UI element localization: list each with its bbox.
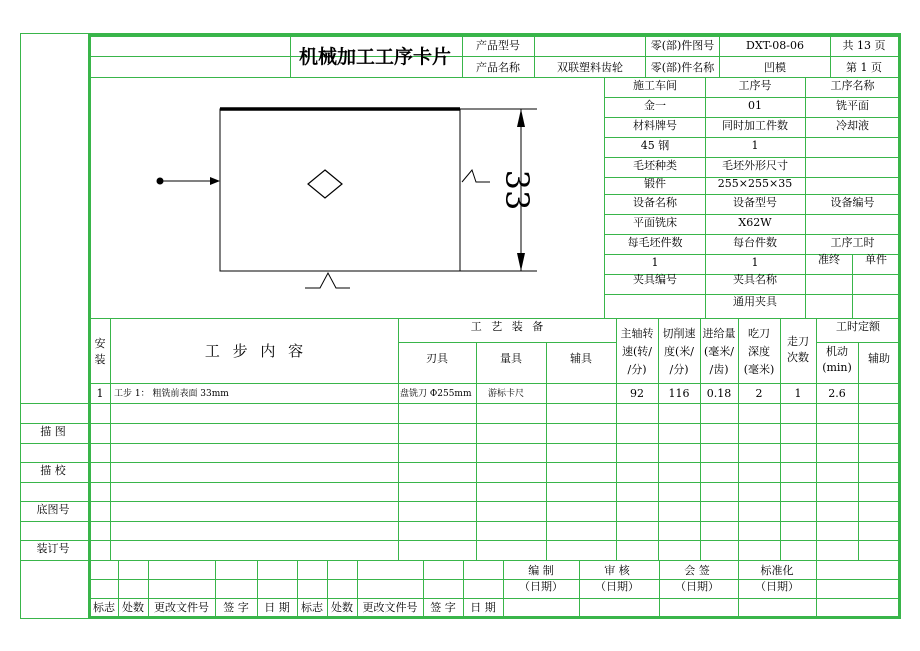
info-cell: 1: [651, 256, 659, 269]
info-cell: 1: [751, 139, 759, 152]
support-symbol: [305, 273, 350, 288]
footer-label: 日 期: [470, 601, 496, 614]
grid-line: [604, 157, 900, 158]
grid-line: [20, 33, 21, 618]
info-cell: 冷却液: [836, 119, 869, 132]
col-feed: 进给量 (毫米/ /齿): [702, 327, 736, 376]
info-cell: 锻件: [644, 177, 666, 190]
part-drawing-no-label: 零(部)件图号: [650, 39, 715, 52]
info-cell: 毛坯种类: [633, 159, 677, 172]
info-cell: 设备名称: [633, 196, 677, 209]
grid-line: [398, 342, 616, 343]
grid-line: [604, 117, 900, 118]
grid-line: [20, 560, 900, 561]
col-tool: 刃具: [426, 352, 448, 365]
grid-line: [20, 462, 900, 463]
info-cell: 毛坯外形尺寸: [722, 159, 788, 172]
locating-mark: [308, 170, 342, 198]
label-base-drawing-no: 底图号: [36, 503, 70, 516]
footer-label: 标志: [301, 601, 323, 614]
page-number: 第 1 页: [846, 61, 882, 74]
grid-line: [20, 482, 900, 483]
info-cell: 铣平面: [836, 99, 869, 112]
col-depth: 吃刀 深度 (毫米): [743, 327, 775, 376]
grid-line: [88, 34, 91, 619]
part-sketch: [150, 100, 550, 300]
info-cell: 01: [748, 99, 762, 112]
grid-line: [90, 598, 900, 599]
footer-label: 签 字: [430, 601, 456, 614]
step-gauge: 游标卡尺: [488, 389, 525, 399]
info-cell: 每毛坯件数: [627, 236, 683, 249]
grid-line: [90, 318, 900, 319]
label-binding-no: 装订号: [36, 542, 70, 555]
info-cell: 施工车间: [633, 79, 677, 92]
grid-line: [20, 501, 900, 502]
info-cell: 255×255×35: [717, 177, 793, 190]
product-name-value: 双联塑料齿轮: [557, 61, 623, 74]
product-model-label: 产品型号: [476, 39, 520, 52]
col-time-quota: 工时定额: [836, 320, 880, 333]
info-cell: 同时加工件数: [722, 119, 788, 132]
sign-countersign-date: （日期）: [675, 580, 719, 593]
grid-line: [20, 521, 900, 522]
info-cell: 金一: [644, 99, 666, 112]
label-tracing-check: 描 校: [40, 464, 66, 477]
time-unit-label: 单件: [865, 253, 887, 266]
step-passes: 1: [794, 387, 802, 400]
grid-line: [604, 97, 900, 98]
footer-label: 日 期: [264, 601, 290, 614]
grid-line: [604, 214, 900, 215]
col-passes: 走刀 次数: [787, 335, 809, 364]
footer-label: 签 字: [223, 601, 249, 614]
roughness-symbol: [462, 170, 490, 182]
col-equipment: 工 艺 装 备: [470, 320, 544, 333]
col-machine-time: 机动 (min): [822, 345, 852, 374]
sign-compile: 编 制: [528, 564, 554, 577]
grid-line: [88, 34, 901, 37]
col-cutting-speed: 切削速 度(米/ /分): [662, 327, 696, 376]
info-cell: 工序工时: [830, 236, 875, 249]
grid-line: [88, 616, 901, 619]
grid-line: [858, 342, 859, 560]
col-aux-time: 辅助: [868, 352, 890, 365]
col-install: 安 装: [94, 337, 106, 366]
sign-review: 审 核: [604, 564, 630, 577]
grid-line: [604, 137, 900, 138]
col-gauge: 量具: [500, 352, 522, 365]
step-feed: 0.18: [706, 387, 732, 400]
grid-line: [90, 383, 900, 384]
info-cell: 1: [751, 256, 759, 269]
footer-label: 更改文件号: [154, 601, 209, 614]
footer-label: 更改文件号: [362, 601, 418, 614]
sign-standardization: 标准化: [760, 564, 794, 577]
step-spindle: 92: [630, 387, 644, 400]
part-name-label: 零(部)件名称: [650, 61, 715, 74]
sign-standardization-date: （日期）: [755, 580, 799, 593]
step-depth: 2: [755, 387, 763, 400]
info-cell: 设备型号: [733, 196, 777, 209]
grid-line: [546, 342, 547, 560]
dimension-text: 33: [498, 169, 536, 211]
fixture-name-value: 通用夹具: [733, 295, 777, 308]
info-cell: 每台件数: [733, 236, 777, 249]
footer-label: 处数: [122, 601, 144, 614]
page-title: 机械加工工序卡片: [298, 46, 451, 68]
step-machine-time: 2.6: [828, 387, 846, 400]
product-name-label: 产品名称: [476, 61, 520, 74]
grid-line: [604, 194, 900, 195]
footer-label: 标志: [93, 601, 115, 614]
workpiece-outline: [220, 109, 460, 271]
grid-line: [816, 560, 817, 618]
col-spindle-speed: 主轴转 速(转/ /分): [620, 327, 654, 376]
sign-review-date: （日期）: [595, 580, 639, 593]
info-cell: 平面铣床: [633, 216, 677, 229]
part-name-value: 凹模: [764, 61, 786, 74]
grid-line: [90, 56, 900, 57]
part-drawing-no-value: DXT-08-06: [746, 39, 804, 52]
total-pages: 共 13 页: [842, 39, 886, 52]
info-cell: 工序号: [738, 79, 772, 92]
info-cell: 材料牌号: [633, 119, 677, 132]
fixture-no-label: 夹具编号: [633, 273, 677, 286]
grid-line: [20, 540, 900, 541]
fixture-name-label: 夹具名称: [733, 273, 777, 286]
info-cell: 设备编号: [830, 196, 875, 209]
time-prep-label: 准终: [818, 253, 840, 266]
info-cell: 45 钢: [640, 139, 670, 152]
sign-countersign: 会 签: [684, 564, 710, 577]
col-step-content: 工 步 内 容: [204, 342, 304, 360]
grid-line: [20, 443, 900, 444]
sign-compile-date: （日期）: [519, 580, 563, 593]
step-install: 1: [96, 387, 104, 400]
grid-line: [476, 342, 477, 560]
grid-line: [604, 234, 900, 235]
grid-line: [20, 423, 900, 424]
info-cell: X62W: [738, 216, 772, 229]
col-aux-tool: 辅具: [570, 352, 592, 365]
step-tool: 盘铣刀 Φ255mm: [400, 389, 472, 399]
grid-line: [20, 403, 900, 404]
info-cell: 工序名称: [830, 79, 875, 92]
step-speed: 116: [668, 387, 690, 400]
step-content: 工步 1： 粗铣前表面 33mm: [114, 389, 229, 399]
label-tracing: 描 图: [40, 425, 66, 438]
footer-label: 处数: [331, 601, 353, 614]
grid-line: [90, 77, 900, 78]
